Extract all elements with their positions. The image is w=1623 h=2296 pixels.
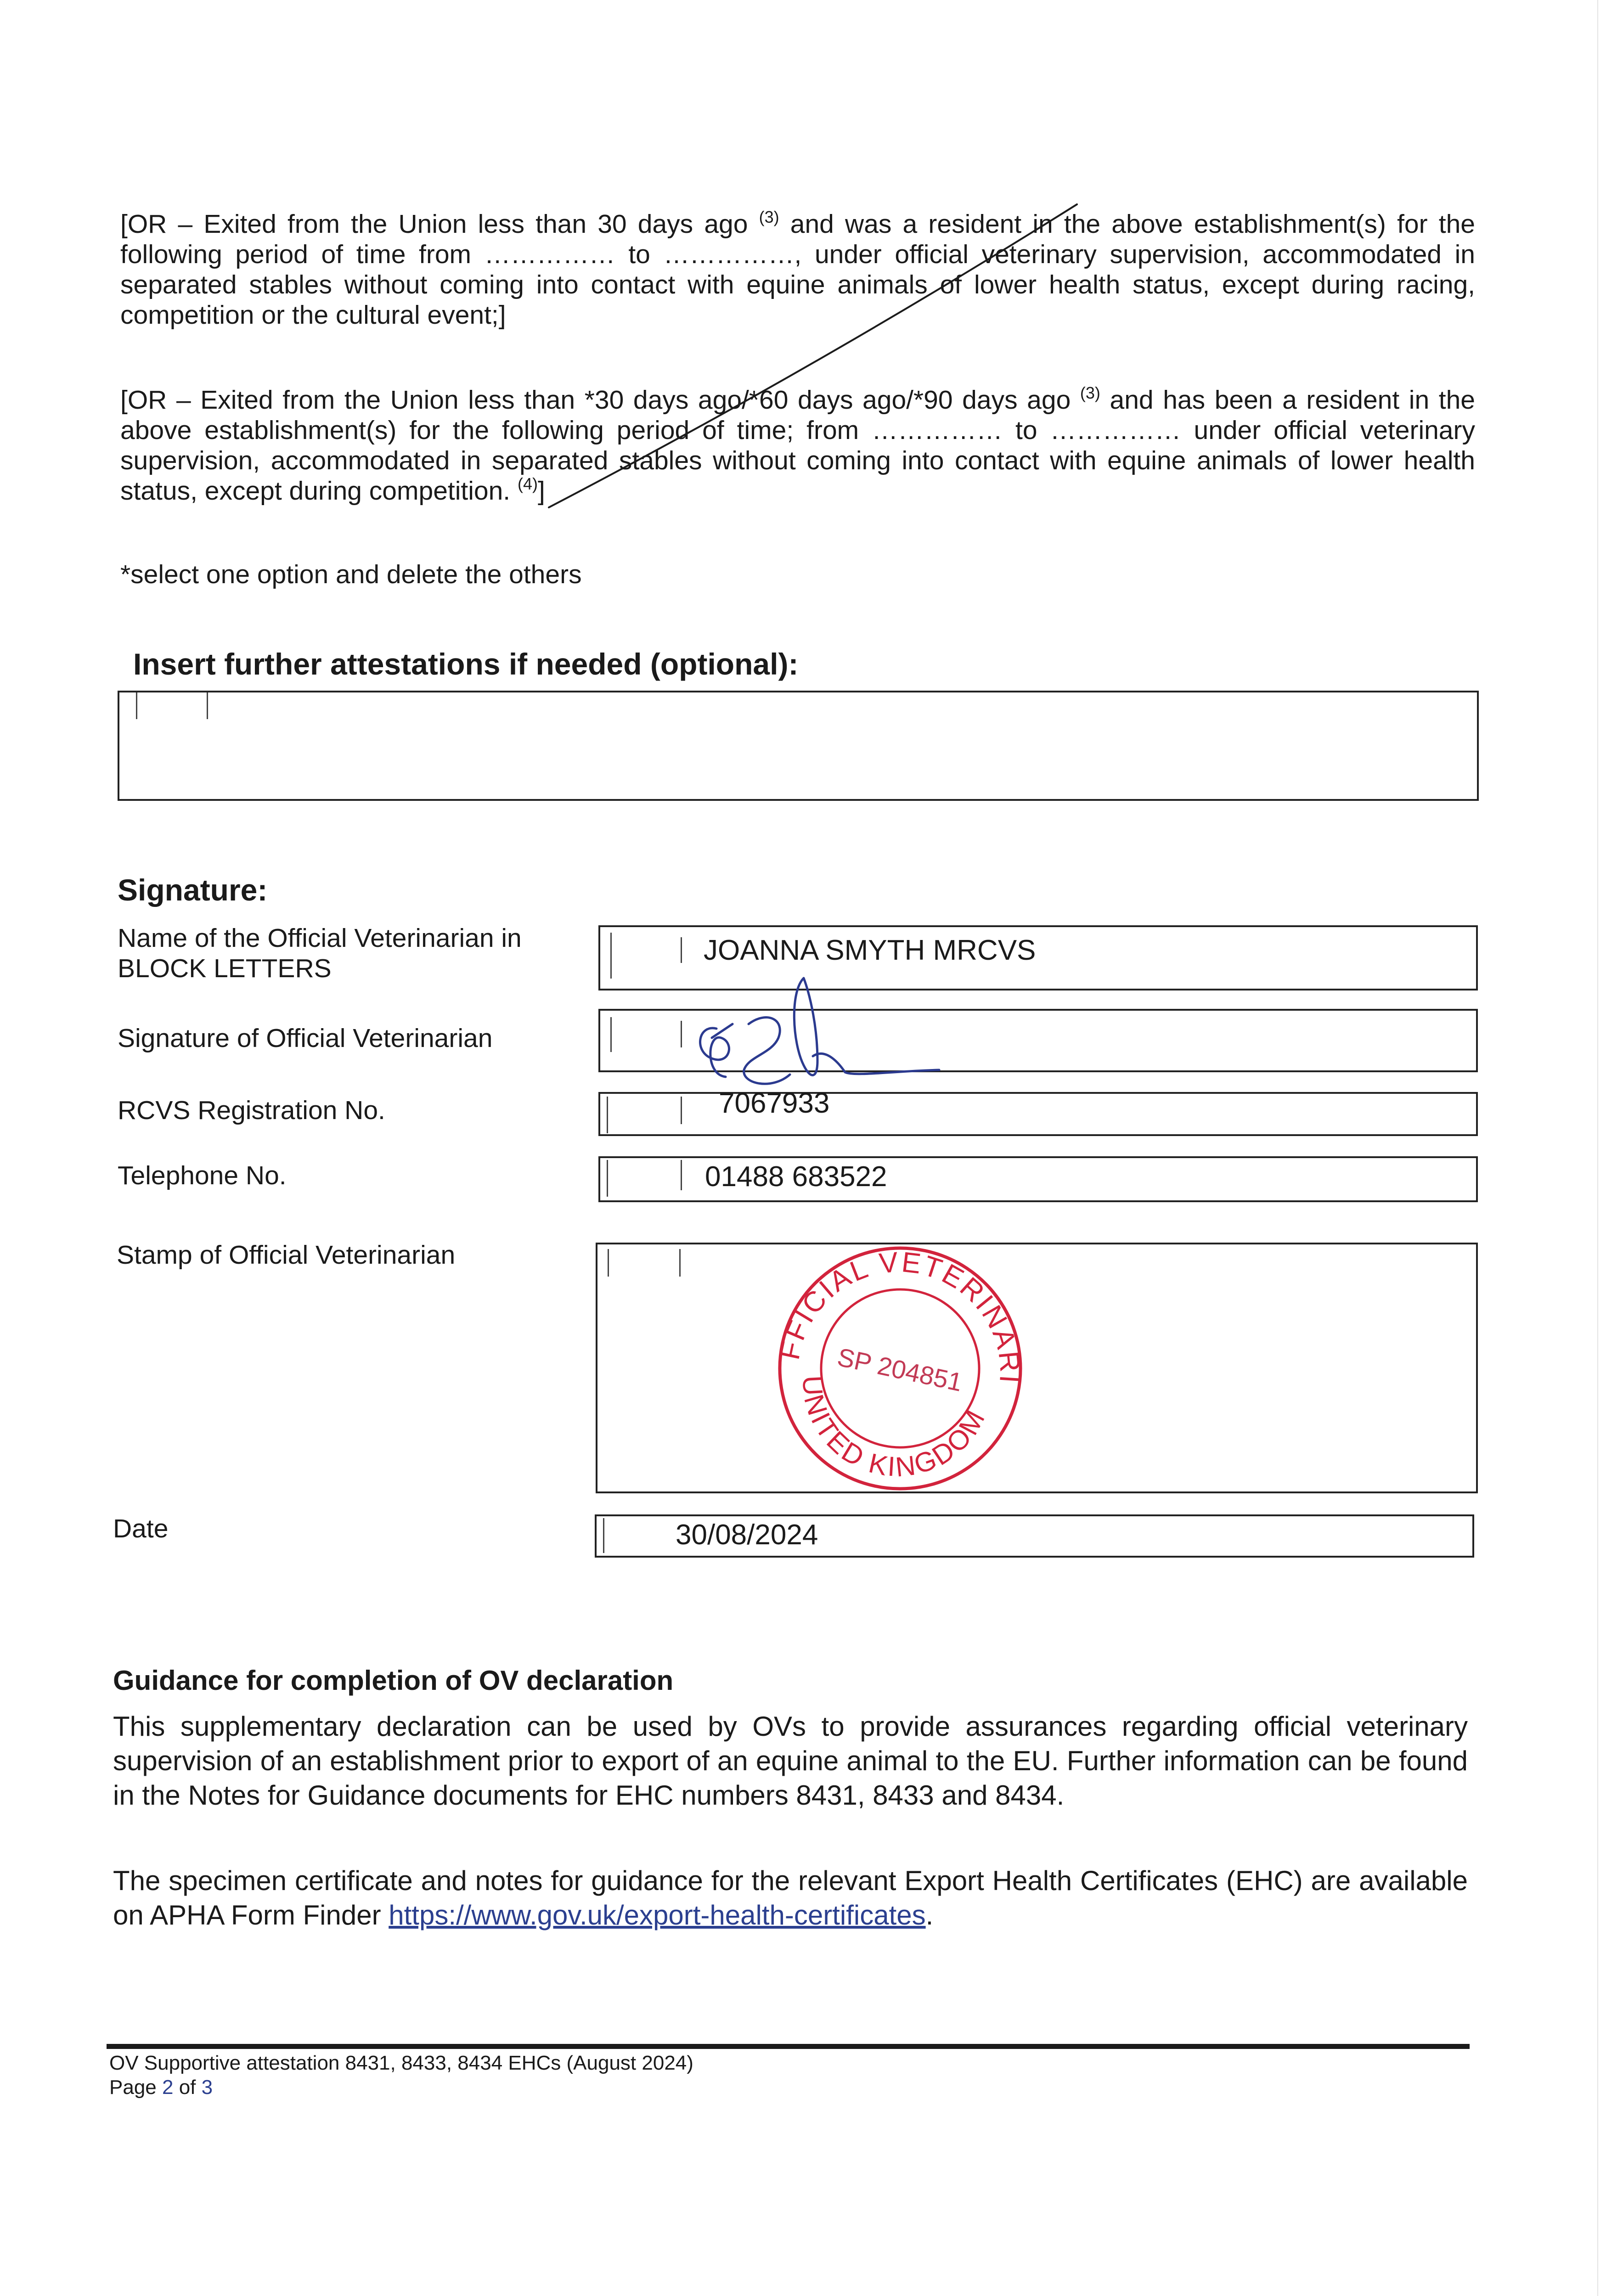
page-current: 2	[162, 2076, 174, 2099]
scan-edge	[1597, 0, 1598, 2296]
field-cursor-mark	[610, 933, 612, 979]
footnote-ref: (3)	[1080, 383, 1100, 402]
footnote-ref: (3)	[759, 208, 779, 226]
guidance-paragraph-1: This supplementary declaration can be used by OVs to provide assurances regarding official veterinary supervision of an establishment prior to export of an equine animal to the EU. Further information can be found in the Notes for Guidance documents for EHC numbers 8431, 8433 and 8434.	[113, 1711, 1468, 1811]
date-label: Date	[113, 1514, 169, 1543]
field-cursor-mark	[607, 1160, 608, 1197]
stamp-code: SP 204851	[834, 1342, 965, 1397]
field-cursor-mark	[207, 692, 208, 719]
rcvs-field[interactable]	[598, 1087, 1478, 1136]
page-prefix: Page	[109, 2076, 162, 2099]
strike-through-line	[0, 0, 1623, 551]
handwritten-signature	[680, 960, 974, 1107]
attestation-text: and has been a resident in the above establishment(s) for the following period of time; from …………… to …………… under official veterinary supervision, accommodated in separated stables without coming into contact with equine animals of lower health status, except during competition.	[120, 385, 1475, 506]
telephone-label: Telephone No.	[118, 1161, 287, 1190]
telephone-field[interactable]	[598, 1156, 1478, 1202]
field-cursor-mark	[681, 1160, 682, 1190]
guidance-heading: Guidance for completion of OV declaration	[113, 1665, 674, 1696]
date-field[interactable]	[595, 1514, 1474, 1558]
footer-page-number	[109, 2075, 569, 2100]
footer-title: OV Supportive attestation 8431, 8433, 8434 EHCs (August 2024)	[109, 2052, 693, 2074]
field-cursor-mark	[681, 1097, 682, 1124]
further-attestations-heading: Insert further attestations if needed (optional):	[133, 647, 799, 681]
ov-name-value: JOANNA SMYTH MRCVS	[704, 934, 1036, 966]
guidance-text: .	[925, 1900, 934, 1930]
rcvs-value: 7067933	[719, 1087, 830, 1119]
stamp-field[interactable]	[596, 1243, 1478, 1493]
attestation-text: and was a resident in the above establishment(s) for the following period of time from …………… to ……………, under official veterinary supervision, accommodated in separated stables without coming into contact with equine animals of lower health status, except during racing, competition or the cultural event;]	[120, 209, 1475, 330]
stamp-top-text: OFFICIAL VETERINARIAN	[773, 1246, 1026, 1386]
rcvs-label: RCVS Registration No.	[118, 1096, 385, 1125]
footer-rule	[107, 2044, 1470, 2049]
page-total: 3	[201, 2076, 213, 2099]
attestation-text: [OR – Exited from the Union less than *30 days ago/*60 days ago/*90 days ago	[120, 385, 1080, 415]
field-cursor-mark	[679, 1249, 681, 1277]
field-cursor-mark	[607, 1097, 608, 1133]
attestation-text: ]	[537, 476, 545, 506]
ov-name-label: Name of the Official Veterinarian in BLOCK LETTERS	[118, 923, 522, 983]
stamp-label: Stamp of Official Veterinarian	[117, 1240, 456, 1270]
further-attestations-field[interactable]	[118, 691, 1479, 801]
field-cursor-mark	[608, 1249, 609, 1277]
date-value: 30/08/2024	[676, 1519, 818, 1551]
attestation-text: [OR – Exited from the Union less than 30 days ago	[120, 209, 759, 239]
ov-signature-label: Signature of Official Veterinarian	[118, 1024, 493, 1053]
field-cursor-mark	[136, 692, 137, 719]
field-cursor-mark	[603, 1518, 604, 1553]
field-cursor-mark	[681, 937, 682, 963]
export-health-certificates-link[interactable]: https://www.gov.uk/export-health-certificates	[389, 1900, 926, 1930]
guidance-paragraph-2	[113, 1863, 1468, 1932]
official-veterinarian-stamp	[767, 1235, 1033, 1502]
telephone-value: 01488 683522	[705, 1161, 887, 1193]
page-of: of	[173, 2076, 202, 2099]
field-cursor-mark	[610, 1017, 612, 1052]
signature-heading: Signature:	[118, 873, 268, 907]
guidance-text: The specimen certificate and notes for guidance for the relevant Export Health Certificates (EHC) are available on APHA Form Finder	[113, 1865, 1468, 1930]
svg-text:UNITED KINGDOM	[779, 1368, 993, 1501]
stamp-bottom-text: UNITED KINGDOM	[796, 1374, 992, 1483]
footnote-ref: (4)	[517, 474, 538, 493]
select-option-note: *select one option and delete the others	[120, 560, 582, 589]
